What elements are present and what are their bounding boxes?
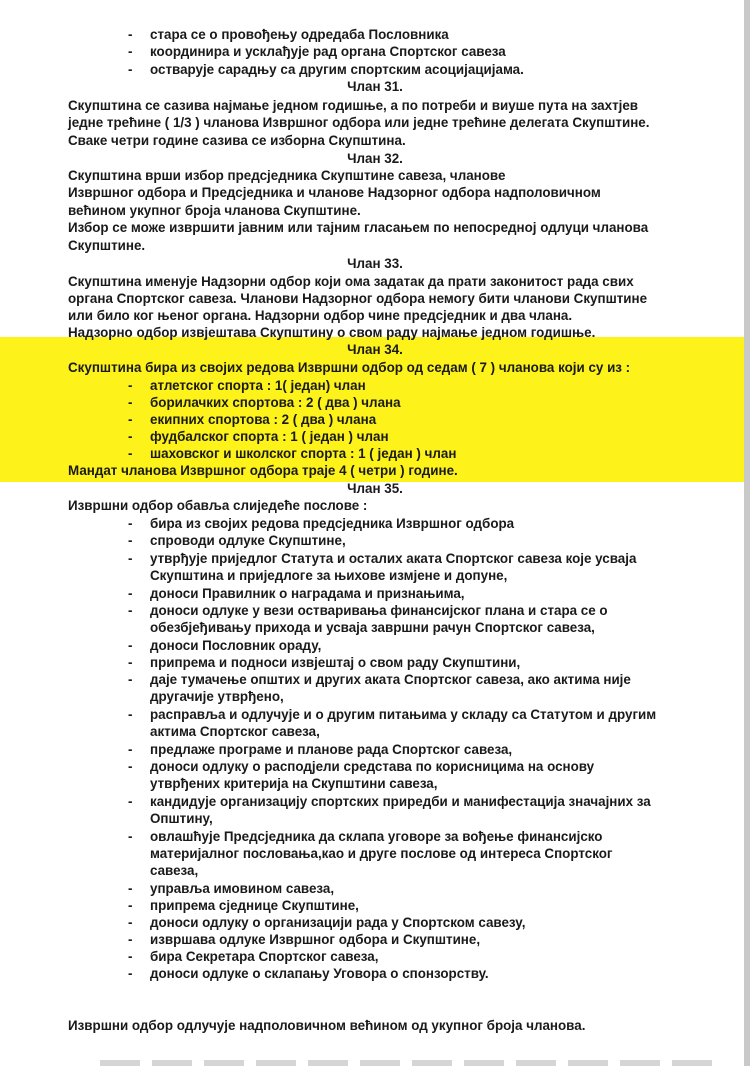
scan-edge-bottom: [100, 1060, 720, 1066]
list-item: координира и усклађује рад органа Спортског савеза: [150, 44, 506, 59]
list-item: бира Секретара Спортског савеза,: [150, 949, 379, 964]
bullet: -: [128, 672, 133, 687]
bullet: -: [128, 655, 133, 670]
article-title: Члан 33.: [347, 256, 403, 271]
list-item-cont: обезбјеђивању прихода и усваја завршни рачун Спортског савеза,: [150, 620, 595, 635]
closing-paragraph: Извршни одбор одлучује надполовичном већином од укупног броја чланова.: [68, 1018, 586, 1033]
bullet: -: [128, 551, 133, 566]
list-item-cont: материјалног пословања,као и друге послове од интереса Спортског: [150, 846, 613, 861]
bullet: -: [128, 949, 133, 964]
bullet: -: [128, 881, 133, 896]
bullet: -: [128, 915, 133, 930]
list-item: шаховског и школског спорта : 1 ( један ) члан: [150, 446, 457, 461]
list-item: екипних спортова : 2 ( два ) члана: [150, 412, 377, 427]
text-line: Мандат чланова Извршног одбора траје 4 ( четри ) године.: [68, 463, 458, 478]
text-line: Скупштина врши избор предсједника Скупштине савеза, чланове: [68, 168, 506, 183]
text-line: Скупштина бира из својих редова Извршни одбор од седам ( 7 ) чланова који су из :: [68, 360, 631, 375]
text-line: Скупштина именује Надзорни одбор који ома задатак да прати законитост рада свих: [68, 274, 634, 289]
article-title: Члан 34.: [347, 342, 403, 357]
list-item: утврђује приједлог Статута и осталих аката Спортског савеза које усваја: [150, 551, 637, 566]
bullet: -: [128, 638, 133, 653]
list-item-cont: другачије утврђено,: [150, 689, 284, 704]
list-item: извршава одлуке Извршног одбора и Скупштине,: [150, 932, 481, 947]
article-title: Члан 32.: [347, 151, 403, 166]
bullet: -: [128, 395, 133, 410]
bullet: -: [128, 742, 133, 757]
list-item-cont: Скупштина и приједлоге за њихове измјене и допуне,: [150, 568, 508, 583]
text-line: Избор се може извршити јавним или тајним гласањем по непосредној одлуци чланова: [68, 220, 649, 235]
bullet: -: [128, 412, 133, 427]
list-item: овлашћује Предсједника да склапа уговоре за вођење финансијско: [150, 829, 603, 844]
bullet: -: [128, 429, 133, 444]
list-item: фудбалског спорта : 1 ( један ) члан: [150, 429, 389, 444]
bullet: -: [128, 759, 133, 774]
text-line: Сваке четри године сазива се изборна Скупштина.: [68, 133, 406, 148]
bullet: -: [128, 586, 133, 601]
bullet: -: [128, 932, 133, 947]
list-item-cont: Општину,: [150, 811, 213, 826]
list-item: кандидује организацију спортских приредби и манифестација значајних за: [150, 794, 651, 809]
bullet: -: [128, 707, 133, 722]
bullet: -: [128, 966, 133, 981]
article-title: Члан 31.: [347, 79, 403, 94]
text-line: Надзорно одбор извјештава Скупштину о свом раду најмање једном годишње.: [68, 325, 596, 340]
bullet: -: [128, 446, 133, 461]
bullet: -: [128, 794, 133, 809]
list-item: атлетског спорта : 1( један) члан: [150, 378, 366, 393]
list-item: припрема сједнице Скупштине,: [150, 898, 359, 913]
list-item-cont: утврђених критерија на Скупштини савеза,: [150, 776, 438, 791]
bullet: -: [128, 898, 133, 913]
text-line: Извршни одбор обавља слиједеће послове :: [68, 498, 368, 513]
list-item: доноси Правилник о наградама и признањима,: [150, 586, 465, 601]
article-title: Члан 35.: [347, 481, 403, 496]
text-line: Скупштина се сазива најмање једном годишње, а по потреби и виуше пута на захтјев: [68, 98, 639, 113]
text-line: једне трећине ( 1/3 ) чланова Извршног одбора или једне трећине делегата Скупштине.: [68, 115, 650, 130]
text-line: Извршног одбора и Предсједника и чланове Надзорног одбора надполовичном: [68, 185, 601, 200]
bullet: -: [128, 62, 133, 77]
bullet: -: [128, 533, 133, 548]
list-item: припрема и подноси извјештај о свом раду Скупштини,: [150, 655, 521, 670]
text-line: већином укупног броја чланова Скупштине.: [68, 203, 361, 218]
list-item: доноси Пословник ораду,: [150, 638, 322, 653]
list-item: даје тумачење општих и других аката Спортског савеза, ако актима није: [150, 672, 631, 687]
list-item: доноси одлуку о расподјели средстава по корисницима на основу: [150, 759, 595, 774]
text-line: или било ког њеног органа. Надзорни одбор чине предсједник и два члана.: [68, 308, 573, 323]
bullet: -: [128, 27, 133, 42]
list-item: предлаже програме и планове рада Спортског савеза,: [150, 742, 513, 757]
list-item: управља имовином савеза,: [150, 881, 335, 896]
bullet: -: [128, 44, 133, 59]
list-item: борилачких спортова : 2 ( два ) члана: [150, 395, 401, 410]
bullet: -: [128, 516, 133, 531]
list-item: доноси одлуке о склапању Уговора о спонзорству.: [150, 966, 489, 981]
bullet: -: [128, 829, 133, 844]
list-item-cont: актима Спортског савеза,: [150, 724, 320, 739]
list-item: бира из својих редова предсједника Извршног одбора: [150, 516, 515, 531]
list-item: стара се о провођењу одредаба Пословника: [150, 27, 449, 42]
list-item-cont: савеза,: [150, 863, 199, 878]
list-item: спроводи одлуке Скупштине,: [150, 533, 346, 548]
bullet: -: [128, 603, 133, 618]
list-item: доноси одлуке у вези остваривања финансијског плана и стара се о: [150, 603, 608, 618]
list-item: расправља и одлучује и о другим питањима у складу са Статутом и другим: [150, 707, 657, 722]
bullet: -: [128, 378, 133, 393]
text-line: Скупштине.: [68, 238, 146, 253]
text-line: органа Спортског савеза. Чланови Надзорног одбора немогу бити чланови Скупштине: [68, 291, 648, 306]
list-item: остварује сарадњу са другим спортским асоцијацијама.: [150, 62, 524, 77]
list-item: доноси одлуку о организацији рада у Спортском савезу,: [150, 915, 526, 930]
